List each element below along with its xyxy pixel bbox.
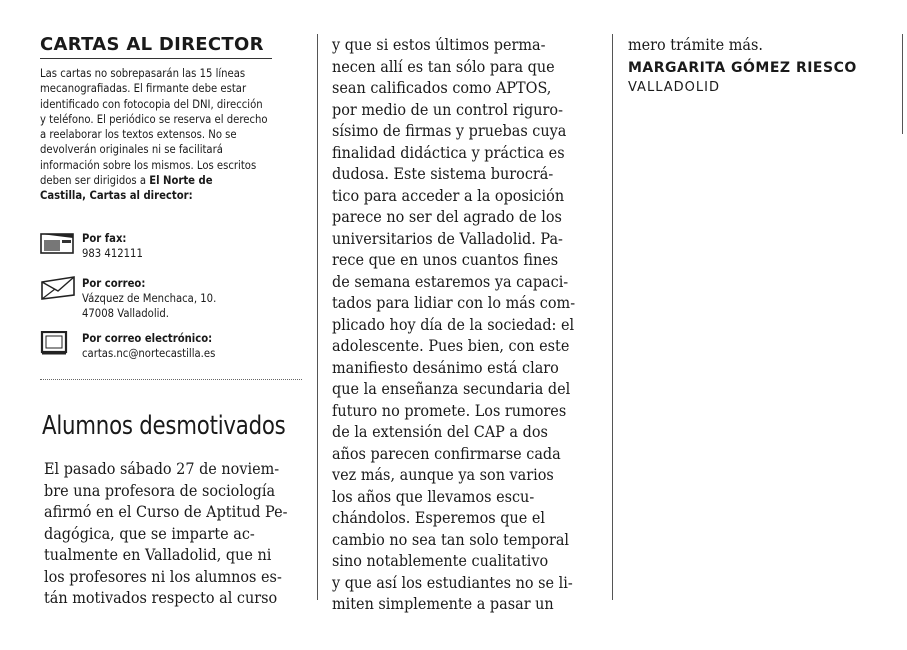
body-line: tán motivados respecto al curso [44,588,278,607]
body-line: los años que llevamos escu- [332,486,535,506]
computer-icon [40,331,76,355]
body-line: plicado hoy día de la sociedad: el [332,314,575,334]
body-line: finalidad didáctica y práctica es [332,142,565,162]
body-line: bre una profesora de sociología [44,480,276,500]
section-title: CARTAS AL DIRECTOR [40,34,264,55]
body-line: dagógica, que se imparte ac- [44,523,255,543]
column-2 [332,34,598,615]
body-line: de la extensión del CAP a dos [332,422,548,441]
body-line: sean calificados como APTOS, [332,78,552,97]
letter-body-col1 [44,458,315,609]
body-line: tico para acceder a la oposición [332,185,565,205]
body-line: sino notablemente cualitativo [332,551,549,570]
fax-icon [40,231,76,255]
body-line: dudosa. Este sistema burocrá- [332,164,554,183]
body-line: rece que en unos cuantos fines [332,250,559,269]
body-line: y que si estos últimos perma- [332,35,546,54]
body-line: cambio no sea tan solo temporal [332,529,570,549]
envelope-icon [40,276,76,300]
body-line: parece no ser del agrado de los [332,207,562,226]
column-divider [612,34,613,600]
letter-body-col2 [332,34,598,615]
contact-mail: Por correo: Vázquez de Menchaca, 10. 47008 Valladolid. [40,276,231,321]
body-line: necen allí es tan sólo para que [332,56,555,76]
body-line: tados para lidiar con lo más com- [332,293,576,312]
body-line: vez más, aunque ya son varios [332,465,554,484]
section-divider [40,379,302,380]
title-rule [40,58,272,59]
letter-body-col3 [628,34,890,95]
body-line: sísimo de firmas y pruebas cuya [332,121,567,140]
letter-signature: MARGARITA GÓMEZ RIESCO [628,59,857,76]
body-line: y que así los estudiantes no se li- [332,572,573,592]
body-line: que la enseñanza secundaria del [332,379,571,398]
letter-headline: Alumnos desmotivados [42,411,286,441]
body-line: El pasado sábado 27 de noviem- [44,459,280,478]
body-line: de semana estaremos ya capaci- [332,271,569,291]
column-1 [40,34,302,607]
body-line: afirmó en el Curso de Aptitud Pe- [44,502,288,521]
column-3 [628,34,890,95]
body-line: universitarios de Valladolid. Pa- [332,228,563,248]
letter-city: VALLADOLID [628,79,720,95]
body-line: tualmente en Valladolid, que ni [44,545,272,564]
column-divider [317,34,318,600]
body-line: miten simplemente a pasar un [332,594,554,613]
body-line: futuro no promete. Los rumores [332,400,567,420]
column-divider [902,34,903,134]
body-line: manifiesto desánimo está claro [332,357,559,377]
body-line: por medio de un control riguro- [332,99,563,119]
body-line: mero trámite más. [628,35,763,54]
submission-rules: Las cartas no sobrepasarán las 15 líneas mecanografiadas. El firmante debe estar identificado con fotocopia del DNI, dirección y teléfono. El periódico se reserva el derecho a reelaborar los textos extensos. No se devolverán originales ni se facilitará información sobre los mismos. Los escritos deben ser dirigidos a El Norte de Castilla, Cartas al director: [40,67,268,203]
body-line: chándolos. Esperemos que el [332,508,545,527]
contact-email: Por correo electrónico: cartas.nc@nortecastilla.es [40,331,230,361]
contact-fax: Por fax: 983 412111 [40,231,150,261]
body-line: años parecen confirmarse cada [332,443,561,463]
body-line: los profesores ni los alumnos es- [44,566,282,586]
body-line: adolescente. Pues bien, con este [332,336,570,355]
